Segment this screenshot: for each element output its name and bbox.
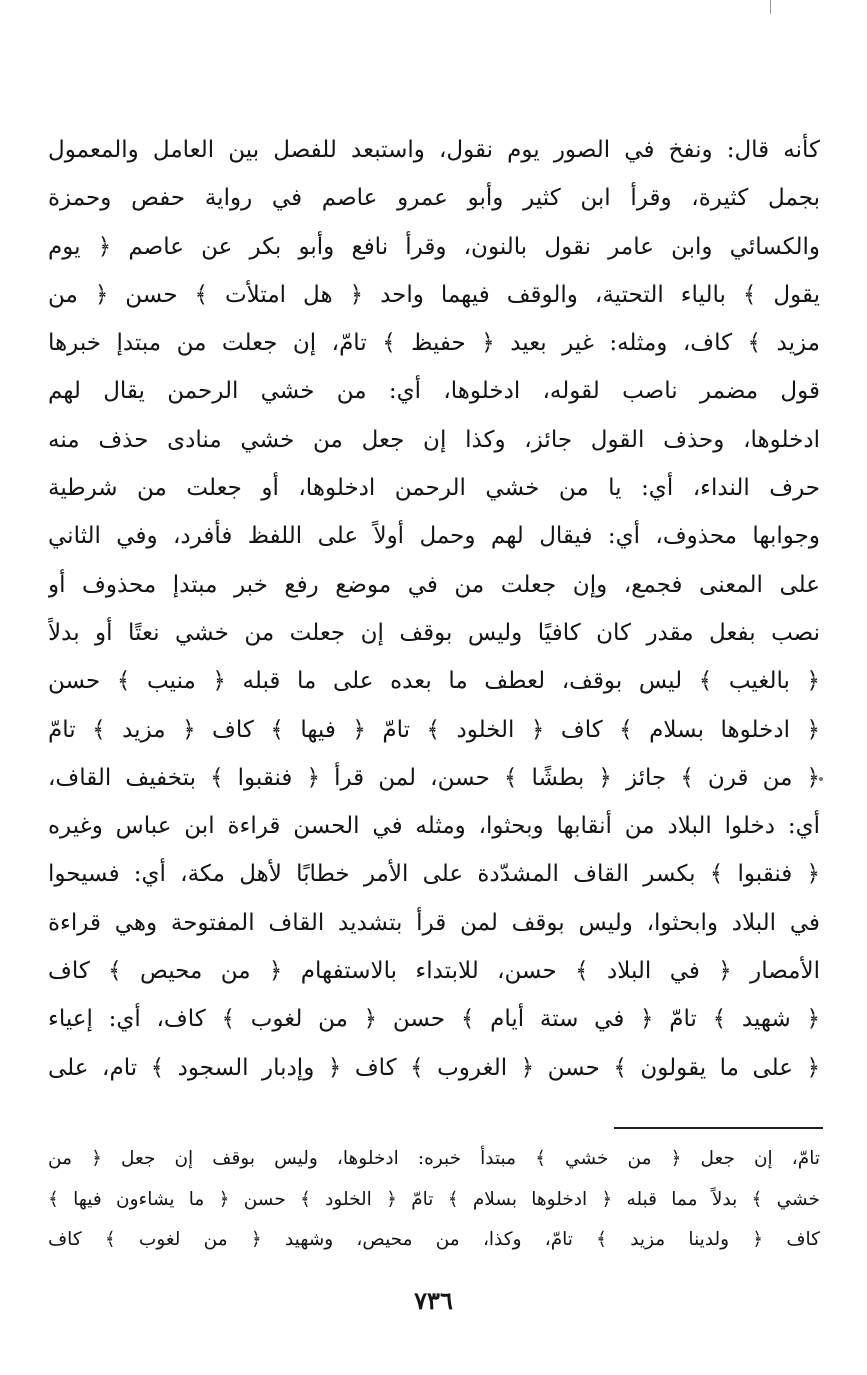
footnote-divider	[614, 1127, 823, 1129]
text-line: نصب بفعل مقدر كان كافيًا وليس بوقف إن جعلت من خشي نعتًا أو بدلاً	[48, 619, 820, 646]
text-line: ﴿ من قرن ﴾ جائز ﴿ بطشًا ﴾ حسن، لمن قرأ ﴿ فنقبوا ﴾ بتخفيف القاف،	[48, 764, 820, 791]
text-line: بجمل كثيرة، وقرأ ابن كثير وأبو عمرو عاصم في رواية حفص وحمزة	[48, 185, 820, 212]
text-line: ﴿ على ما يقولون ﴾ حسن ﴿ الغروب ﴾ كاف ﴿ وإدبار السجود ﴾ تام، على	[48, 1054, 820, 1081]
text-line: على المعنى فجمع، وإن جعلت من في موضع رفع خبر مبتدإ محذوف أو	[48, 571, 820, 598]
text-line: وجوابها محذوف، أي: فيقال لهم وحمل أولاً على اللفظ فأفرد، وفي الثاني	[48, 523, 820, 550]
text-line: ﴿ بالغيب ﴾ ليس بوقف، لعطف ما بعده على ما قبله ﴿ منيب ﴾ حسن	[48, 668, 820, 695]
main-text-block	[48, 126, 820, 1092]
text-line: حرف النداء، أي: يا من خشي الرحمن ادخلوها، أو جعلت من شرطية	[48, 475, 820, 502]
scan-edge-mark	[770, 0, 771, 14]
text-line: والكسائي وابن عامر نقول بالنون، وقرأ نافع وأبو بكر عن عاصم ﴿ يوم	[48, 233, 820, 260]
footnote-line: تامّ، إن جعل ﴿ من خشي ﴾ مبتدأ خبره: ادخلوها، وليس بوقف إن جعل ﴿ من	[48, 1148, 820, 1169]
footnote-block	[48, 1139, 820, 1261]
text-line: الأمصار ﴿ في البلاد ﴾ حسن، للابتداء بالاستفهام ﴿ من محيص ﴾ كاف	[48, 958, 820, 985]
text-line: ادخلوها، وحذف القول جائز، وكذا إن جعل من خشي منادى حذف منه	[48, 426, 820, 453]
footnote-line: خشي ﴾ بدلاً مما قبله ﴿ ادخلوها بسلام ﴾ تامّ ﴿ الخلود ﴾ حسن ﴿ ما يشاءون فيها ﴾	[48, 1188, 820, 1210]
footnote-line: كاف ﴿ ولدينا مزيد ﴾ تامّ، وكذا، من محيص، وشهيد ﴿ من لغوب ﴾ كاف	[48, 1229, 820, 1250]
text-line: ﴿ ادخلوها بسلام ﴾ كاف ﴿ الخلود ﴾ تامّ ﴿ فيها ﴾ كاف ﴿ مزيد ﴾ تامّ	[48, 716, 820, 743]
text-line: في البلاد وابحثوا، وليس بوقف لمن قرأ بتشديد القاف المفتوحة وهي قراءة	[48, 909, 820, 936]
text-line: يقول ﴾ بالياء التحتية، والوقف فيهما واحد ﴿ هل امتلأت ﴾ حسن ﴿ من	[48, 281, 820, 308]
text-line: أي: دخلوا البلاد من أنقابها وبحثوا، ومثله في الحسن قراءة ابن عباس وغيره	[48, 813, 820, 840]
page-number: ٧٣٦	[414, 1286, 453, 1315]
text-line: ﴿ شهيد ﴾ تامّ ﴿ في ستة أيام ﴾ حسن ﴿ من لغوب ﴾ كاف، أي: إعياء	[48, 1006, 820, 1033]
text-line: كأنه قال: ونفخ في الصور يوم نقول، واستبعد للفصل بين العامل والمعمول	[48, 137, 820, 163]
text-line: مزيد ﴾ كاف، ومثله: غير بعيد ﴿ حفيظ ﴾ تامّ، إن جعلت من مبتدإ خبرها	[48, 330, 820, 357]
text-line: قول مضمر ناصب لقوله، ادخلوها، أي: من خشي الرحمن يقال لهم	[48, 378, 820, 405]
text-line: ﴿ فنقبوا ﴾ بكسر القاف المشدّدة على الأمر خطابًا لأهل مكة، أي: فسيحوا	[48, 861, 820, 888]
